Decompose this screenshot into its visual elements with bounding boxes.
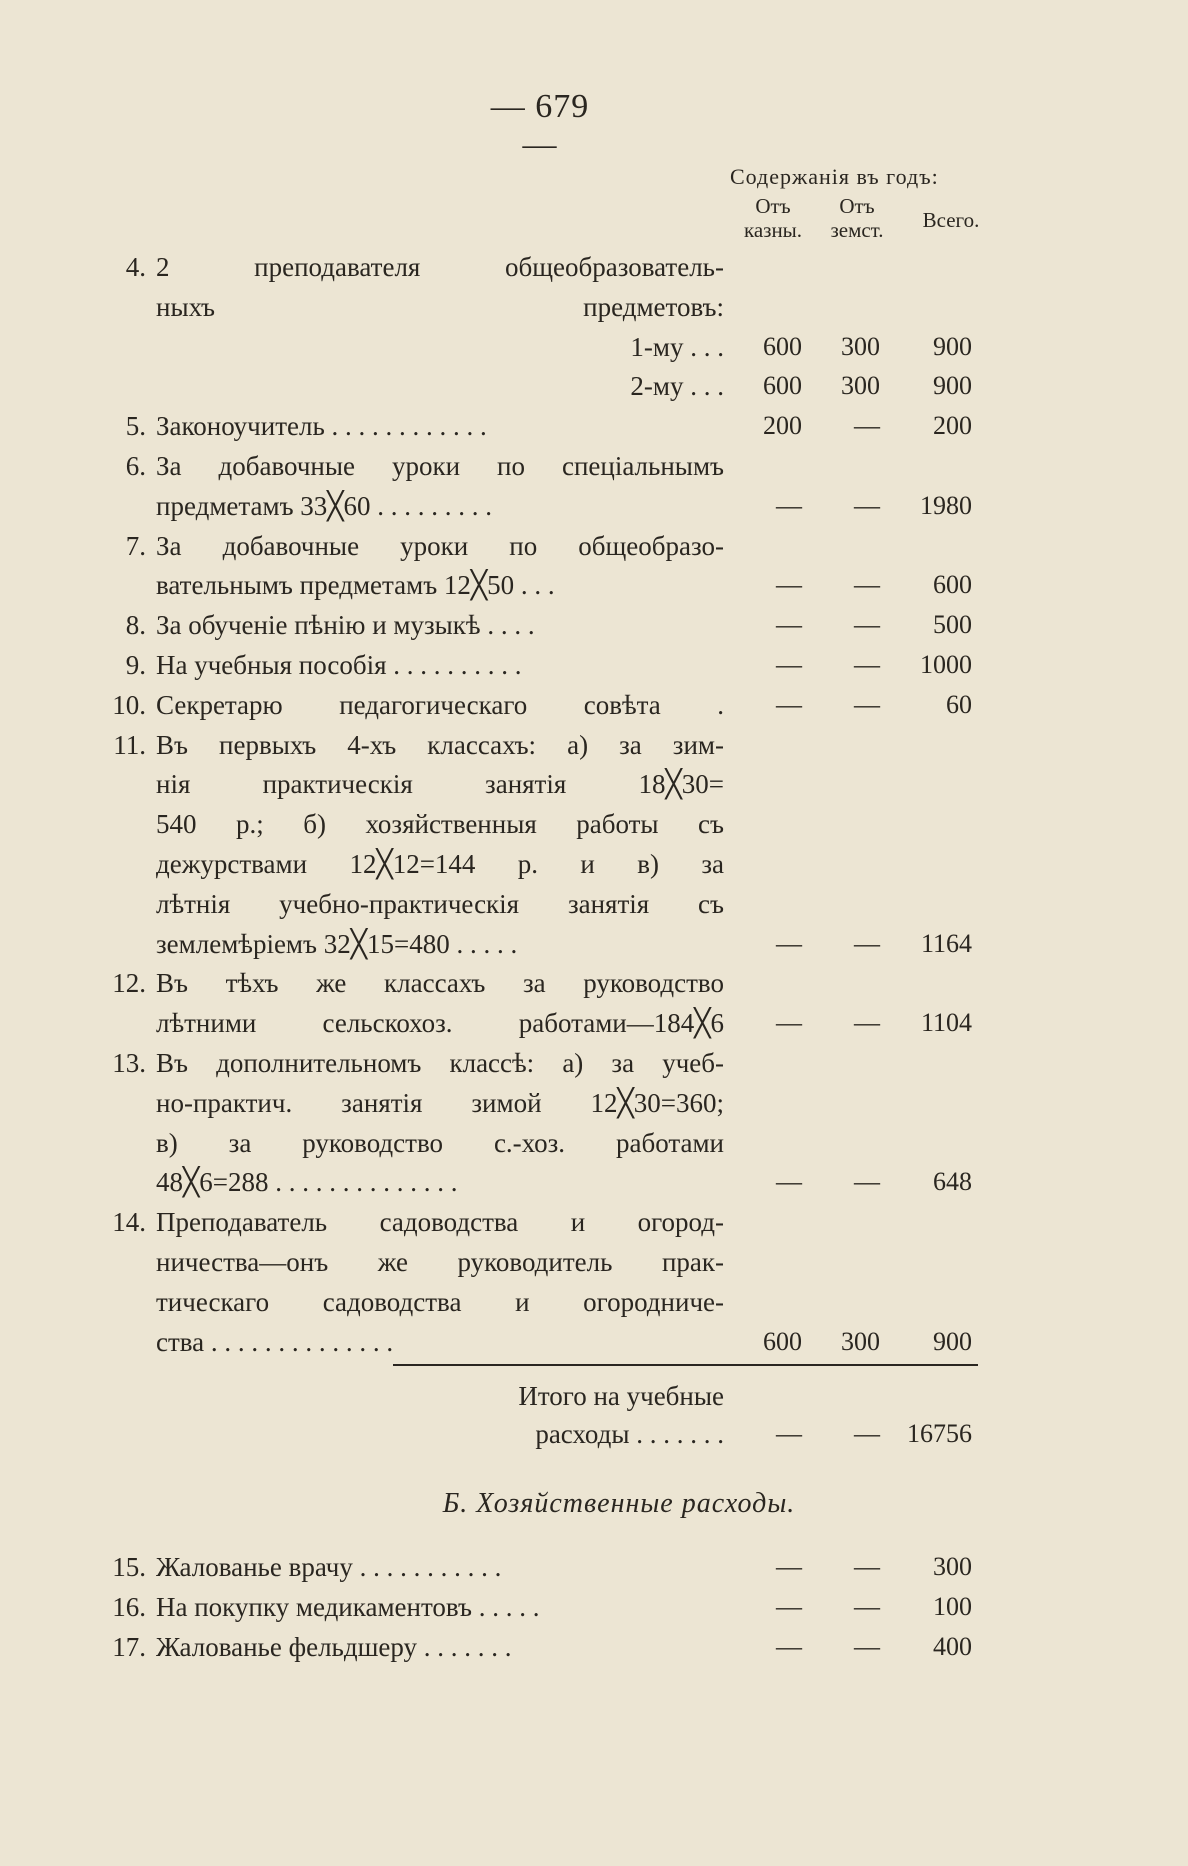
item-text: дежурствами 12╳12=144 р. и в) за bbox=[156, 849, 724, 879]
total-label-line2: расходы . . . . . . . bbox=[535, 1419, 724, 1449]
item-number: 11. bbox=[113, 729, 146, 760]
item-text: ства . . . . . . . . . . . . . . bbox=[156, 1326, 394, 1357]
value-zemstvo: — bbox=[854, 490, 880, 520]
section-b-title: Б. Хозяйственные расходы. bbox=[442, 1488, 796, 1519]
item-text: вательнымъ предметамъ 12╳50 . . . bbox=[156, 570, 555, 601]
table-row bbox=[0, 1202, 1188, 1242]
column-group-title: Содержанія въ годъ: bbox=[730, 164, 939, 189]
table-row bbox=[0, 1282, 1188, 1322]
item-text: На учебныя пособія . . . . . . . . . . bbox=[156, 650, 522, 680]
table-row bbox=[0, 1587, 1188, 1627]
item-text: ныхъ предметовъ: bbox=[156, 291, 724, 322]
item-text: лѣтнія учебно-практическія занятія съ bbox=[156, 888, 724, 919]
value-zemstvo: — bbox=[854, 1008, 880, 1038]
value-total: 648 bbox=[933, 1167, 972, 1197]
value-zemstvo: — bbox=[854, 928, 880, 958]
table-row bbox=[0, 725, 1188, 765]
table-row bbox=[0, 247, 1188, 287]
table-row bbox=[0, 844, 1188, 884]
column-header-treasury: Отъ казны. bbox=[743, 194, 803, 242]
item-number: 9. bbox=[125, 650, 146, 680]
table-row bbox=[0, 1547, 1188, 1587]
value-zemstvo: — bbox=[854, 411, 880, 441]
item-text: 48╳6=288 . . . . . . . . . . . . . . bbox=[156, 1167, 458, 1198]
page-number: — 679 — bbox=[490, 88, 590, 163]
value-treasury: — bbox=[776, 650, 802, 679]
value-zemstvo: — bbox=[854, 650, 880, 679]
item-number: 16. bbox=[112, 1592, 146, 1622]
table-row bbox=[0, 366, 1188, 406]
item-text: но-практич. занятія зимой 12╳30=360; bbox=[156, 1087, 724, 1118]
item-text: За добавочные уроки по общеобразо- bbox=[156, 530, 724, 561]
item-text: Въ первыхъ 4-хъ классахъ: а) за зим- bbox=[156, 729, 724, 760]
total-treasury: — bbox=[776, 1419, 802, 1448]
item-text: Жалованье фельдшеру . . . . . . . bbox=[156, 1632, 512, 1662]
value-treasury: — bbox=[776, 928, 802, 958]
total-sum: 16756 bbox=[907, 1419, 972, 1448]
item-text: в) за руководство с.-хоз. работами bbox=[156, 1127, 724, 1158]
table-row bbox=[0, 884, 1188, 924]
value-zemstvo: — bbox=[854, 689, 880, 719]
value-treasury: 200 bbox=[763, 411, 802, 441]
table-row bbox=[0, 924, 1188, 964]
item-number: 8. bbox=[125, 610, 146, 641]
item-text: Секретарю педагогическаго совѣта . bbox=[156, 689, 724, 720]
table-row bbox=[0, 1043, 1188, 1083]
value-total: 300 bbox=[933, 1552, 972, 1581]
value-treasury: — bbox=[776, 610, 802, 640]
item-text: предметамъ 33╳60 . . . . . . . . . bbox=[156, 490, 493, 521]
value-treasury: 600 bbox=[763, 331, 802, 361]
table-row bbox=[0, 1627, 1188, 1667]
value-total: 1000 bbox=[920, 650, 972, 679]
value-treasury: — bbox=[776, 490, 802, 520]
table-row bbox=[0, 804, 1188, 844]
item-number: 4. bbox=[125, 252, 146, 282]
value-total: 900 bbox=[933, 371, 972, 401]
value-treasury: — bbox=[776, 689, 802, 719]
value-treasury: — bbox=[776, 1632, 802, 1661]
value-total: 1980 bbox=[920, 490, 972, 520]
value-treasury: — bbox=[776, 1552, 802, 1581]
item-text: Жалованье врачу . . . . . . . . . . . bbox=[156, 1552, 502, 1582]
item-text: Преподаватель садоводства и огород- bbox=[156, 1207, 724, 1238]
total-zemstvo: — bbox=[854, 1419, 880, 1448]
item-text: ничества—онъ же руководитель прак- bbox=[156, 1247, 724, 1277]
item-number: 6. bbox=[125, 451, 146, 481]
item-number: 17. bbox=[112, 1632, 146, 1662]
value-zemstvo: — bbox=[854, 1592, 880, 1621]
table-row bbox=[0, 287, 1188, 327]
item-number: 7. bbox=[125, 530, 146, 561]
value-treasury: 600 bbox=[763, 371, 802, 401]
item-text: На покупку медикаментовъ . . . . . bbox=[156, 1592, 540, 1622]
table-row bbox=[0, 1322, 1188, 1362]
value-total: 900 bbox=[933, 1326, 972, 1356]
table-row bbox=[0, 565, 1188, 605]
value-treasury: 600 bbox=[763, 1326, 802, 1356]
item-number: 10. bbox=[112, 689, 146, 720]
value-treasury: — bbox=[776, 1008, 802, 1038]
value-zemstvo: 300 bbox=[841, 1326, 880, 1356]
value-zemstvo: — bbox=[854, 570, 880, 600]
table-row bbox=[0, 605, 1188, 645]
value-total: 1164 bbox=[920, 928, 972, 958]
table-row bbox=[0, 645, 1188, 685]
item-text: Законоучитель . . . . . . . . . . . . bbox=[156, 411, 487, 442]
item-text: 2 преподавателя общеобразователь- bbox=[156, 252, 724, 282]
total-row bbox=[0, 1414, 1188, 1454]
item-text: лѣтними сельскохоз. работами—184╳6 bbox=[156, 1008, 724, 1039]
value-total: 100 bbox=[933, 1592, 972, 1621]
table-row bbox=[0, 1083, 1188, 1123]
item-text: тическаго садоводства и огородниче- bbox=[156, 1286, 724, 1317]
value-total: 600 bbox=[933, 570, 972, 600]
value-total: 900 bbox=[933, 331, 972, 361]
table-row bbox=[0, 1003, 1188, 1043]
item-text: землемѣріемъ 32╳15=480 . . . . . bbox=[156, 928, 518, 959]
table-row bbox=[0, 406, 1188, 446]
value-zemstvo: — bbox=[854, 610, 880, 640]
table-row bbox=[0, 526, 1188, 566]
table-row bbox=[0, 963, 1188, 1003]
value-treasury: — bbox=[776, 570, 802, 600]
value-treasury: — bbox=[776, 1167, 802, 1197]
item-number: 12. bbox=[112, 968, 146, 999]
value-total: 1104 bbox=[920, 1008, 972, 1038]
table-row bbox=[0, 1123, 1188, 1163]
value-zemstvo: — bbox=[854, 1632, 880, 1661]
value-total: 400 bbox=[933, 1632, 972, 1661]
item-text: нія практическія занятія 18╳30= bbox=[156, 769, 724, 800]
table-row bbox=[0, 685, 1188, 725]
value-total: 200 bbox=[933, 411, 972, 441]
item-text: 2-му . . . bbox=[630, 371, 724, 402]
value-total: 500 bbox=[933, 610, 972, 640]
item-number: 15. bbox=[112, 1552, 146, 1582]
value-zemstvo: — bbox=[854, 1552, 880, 1581]
table-row bbox=[0, 1242, 1188, 1282]
column-header-total: Всего. bbox=[922, 208, 980, 232]
value-treasury: — bbox=[776, 1592, 802, 1621]
column-header-zemstvo: Отъ земст. bbox=[830, 194, 884, 242]
item-text: Въ дополнительномъ классѣ: а) за учеб- bbox=[156, 1048, 724, 1078]
value-zemstvo: 300 bbox=[841, 331, 880, 361]
value-total: 60 bbox=[946, 689, 972, 719]
item-number: 14. bbox=[112, 1207, 146, 1238]
total-label-line1: Итого на учебные bbox=[518, 1381, 724, 1411]
value-zemstvo: 300 bbox=[841, 371, 880, 401]
table-row bbox=[0, 327, 1188, 367]
table-row bbox=[0, 764, 1188, 804]
total-row-line1 bbox=[0, 1376, 1188, 1416]
item-text: Въ тѣхъ же классахъ за руководство bbox=[156, 968, 724, 999]
item-text: 1-му . . . bbox=[630, 331, 724, 362]
item-text: За добавочные уроки по спеціальнымъ bbox=[156, 451, 724, 481]
total-rule bbox=[393, 1364, 978, 1366]
item-text: За обученіе пѣнію и музыкѣ . . . . bbox=[156, 610, 535, 641]
table-row bbox=[0, 446, 1188, 486]
table-row bbox=[0, 1162, 1188, 1202]
table-row bbox=[0, 486, 1188, 526]
item-number: 13. bbox=[112, 1048, 146, 1078]
item-number: 5. bbox=[125, 411, 146, 442]
item-text: 540 р.; б) хозяйственныя работы съ bbox=[156, 809, 724, 840]
value-zemstvo: — bbox=[854, 1167, 880, 1197]
